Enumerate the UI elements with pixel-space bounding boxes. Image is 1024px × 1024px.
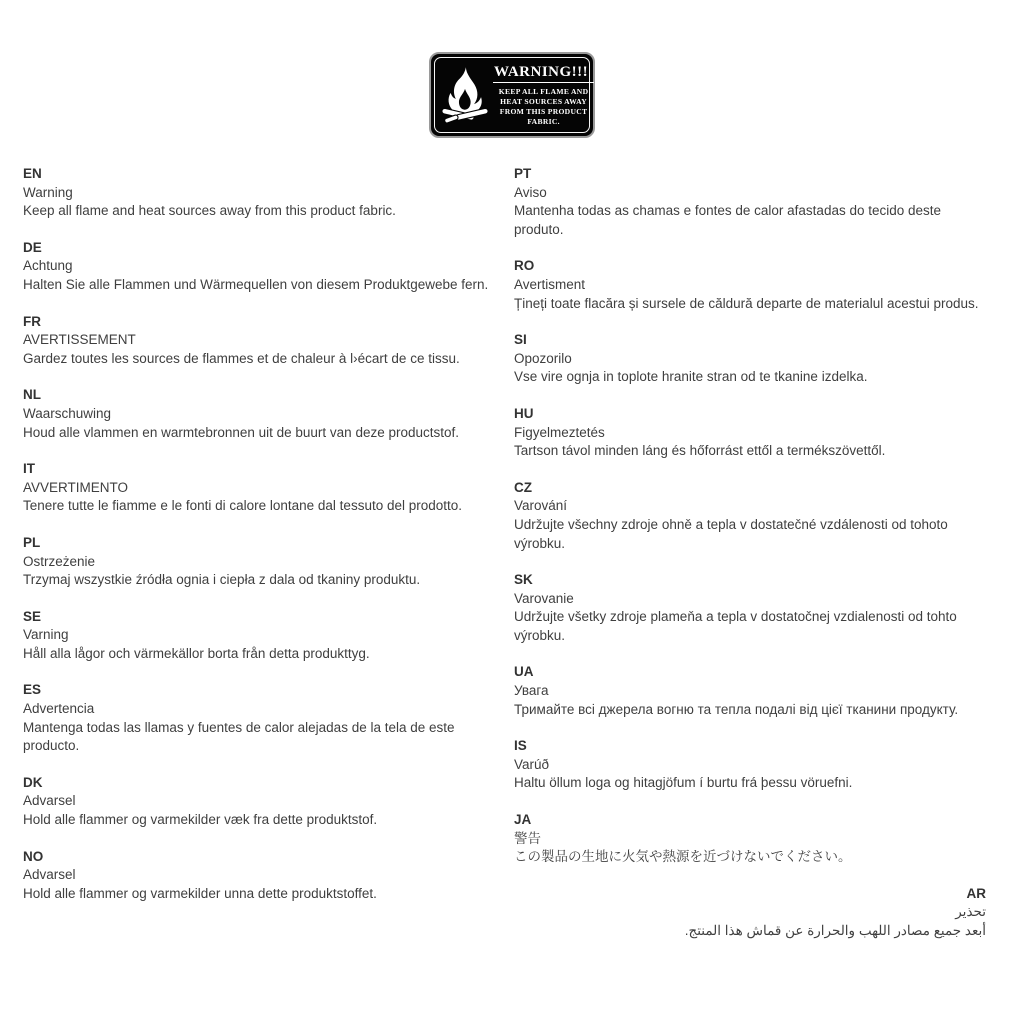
campfire-icon	[437, 60, 493, 130]
warning-body: Vse vire ognja in toplote hranite stran od te tkanine izdelka.	[514, 369, 868, 385]
warning-body: Țineți toate flacăra și sursele de căldură departe de materialul acestui produs.	[514, 295, 979, 311]
language-section	[23, 608, 501, 664]
warning-title: Avertisment	[514, 276, 586, 292]
warning-body: Håll alla lågor och värmekällor borta från detta produkttyg.	[23, 645, 370, 661]
warning-title: Varning	[23, 627, 69, 643]
warning-body: أبعد جميع مصادر اللهب والحرارة عن قماش هذا المنتج.	[684, 923, 986, 938]
language-section	[514, 571, 986, 645]
language-code: DE	[23, 239, 42, 255]
warning-body: Udržujte všetky zdroje plameňa a tepla v dostatočnej vzdialenosti od tohto výrobku.	[514, 609, 957, 643]
warning-body: Gardez toutes les sources de flammes et de chaleur à l›écart de ce tissu.	[23, 350, 460, 366]
column-right	[514, 165, 986, 959]
warning-title: تحذير	[955, 904, 986, 920]
warning-body: Mantenha todas as chamas e fontes de calor afastadas do tecido deste produto.	[514, 203, 942, 237]
warning-title: 警告	[514, 830, 541, 846]
language-code: EN	[23, 166, 42, 181]
language-section	[23, 239, 501, 295]
language-code: NO	[23, 848, 44, 864]
language-code: HU	[514, 405, 534, 421]
language-section	[514, 405, 986, 461]
warning-body: Keep all flame and heat sources away from this product fabric.	[23, 203, 396, 219]
warning-body: Tenere tutte le fiamme e le fonti di calore lontane dal tessuto del prodotto.	[23, 498, 463, 514]
warning-title: AVERTISSEMENT	[23, 332, 136, 348]
column-left	[23, 165, 501, 921]
language-section	[23, 460, 501, 516]
warning-title: Advertencia	[23, 701, 95, 717]
warning-title: Advarsel	[23, 793, 76, 809]
language-section	[23, 165, 501, 221]
language-section	[23, 681, 501, 755]
warning-badge-line: KEEP ALL FLAME AND	[498, 87, 589, 96]
language-section	[23, 848, 501, 904]
warning-title: Varovanie	[514, 590, 574, 606]
language-section	[514, 257, 986, 313]
warning-badge-text	[493, 63, 594, 127]
language-section	[514, 885, 986, 941]
warning-body: Halten Sie alle Flammen und Wärmequellen von diesem Produktgewebe fern.	[23, 276, 489, 292]
language-section	[514, 811, 986, 867]
language-section	[23, 313, 501, 369]
warning-body: Haltu öllum loga og hitagjöfum í burtu frá þessu vöruefni.	[514, 775, 853, 791]
language-code: IT	[23, 461, 35, 477]
warning-badge-inner	[434, 57, 590, 133]
warning-title: Ostrzeżenie	[23, 553, 96, 569]
warning-body: Houd alle vlammen en warmtebronnen uit de buurt van deze productstof.	[23, 424, 460, 440]
warning-body: Udržujte všechny zdroje ohně a tepla v dostatečné vzdálenosti od tohoto výrobku.	[514, 516, 948, 551]
warning-body: Hold alle flammer og varmekilder væk fra dette produktstof.	[23, 812, 378, 828]
warning-body: Mantenga todas las llamas y fuentes de calor alejadas de la tela de este producto.	[23, 719, 455, 754]
language-section	[514, 737, 986, 793]
warning-title: Figyelmeztetés	[514, 424, 605, 440]
language-code: PT	[514, 166, 532, 181]
language-code: IS	[514, 738, 527, 754]
language-section	[23, 386, 501, 442]
warning-title: Achtung	[23, 258, 73, 274]
language-code: NL	[23, 387, 41, 403]
warning-title: AVVERTIMENTO	[23, 479, 129, 495]
warning-title: Waarschuwing	[23, 405, 112, 421]
language-code: RO	[514, 258, 535, 274]
language-code: CZ	[514, 479, 532, 495]
warning-title: Varúð	[514, 756, 550, 772]
warning-badge-line: FROM THIS PRODUCT	[499, 107, 588, 116]
warning-badge	[429, 52, 595, 138]
language-code: DK	[23, 774, 43, 790]
language-code: ES	[23, 682, 42, 698]
language-code: SK	[514, 572, 533, 588]
warning-badge-title: WARNING!!!	[493, 64, 594, 83]
warning-title: Warning	[23, 184, 73, 200]
warning-title: Opozorilo	[514, 350, 572, 366]
warning-title: Увага	[514, 683, 549, 699]
language-code: AR	[966, 885, 986, 901]
warning-title: Aviso	[514, 184, 547, 200]
language-code: SE	[23, 608, 42, 624]
warning-body: この製品の生地に火気や熱源を近づけないでください。	[514, 849, 852, 865]
warning-badge-line: HEAT SOURCES AWAY	[500, 97, 587, 106]
warning-body: Tartson távol minden láng és hőforrást ettől a termékszövettől.	[514, 443, 886, 459]
warning-body: Trzymaj wszystkie źródła ognia i ciepła z dala od tkaniny produktu.	[23, 572, 421, 588]
language-code: SI	[514, 332, 527, 348]
warning-title: Varování	[514, 498, 568, 514]
language-section	[514, 165, 986, 239]
language-section	[514, 663, 986, 719]
language-code: UA	[514, 664, 534, 680]
warning-body: Тримайте всі джерела вогню та тепла подалі від цієї тканини продукту.	[514, 701, 959, 717]
language-section	[23, 774, 501, 830]
language-section	[23, 534, 501, 590]
language-code: FR	[23, 313, 41, 329]
language-code: PL	[23, 534, 41, 550]
language-section	[514, 331, 986, 387]
warning-title: Advarsel	[23, 867, 76, 883]
language-code: JA	[514, 812, 532, 828]
warning-badge-line: FABRIC.	[527, 117, 560, 126]
warning-body: Hold alle flammer og varmekilder unna dette produktstoffet.	[23, 885, 377, 901]
language-section	[514, 479, 986, 553]
